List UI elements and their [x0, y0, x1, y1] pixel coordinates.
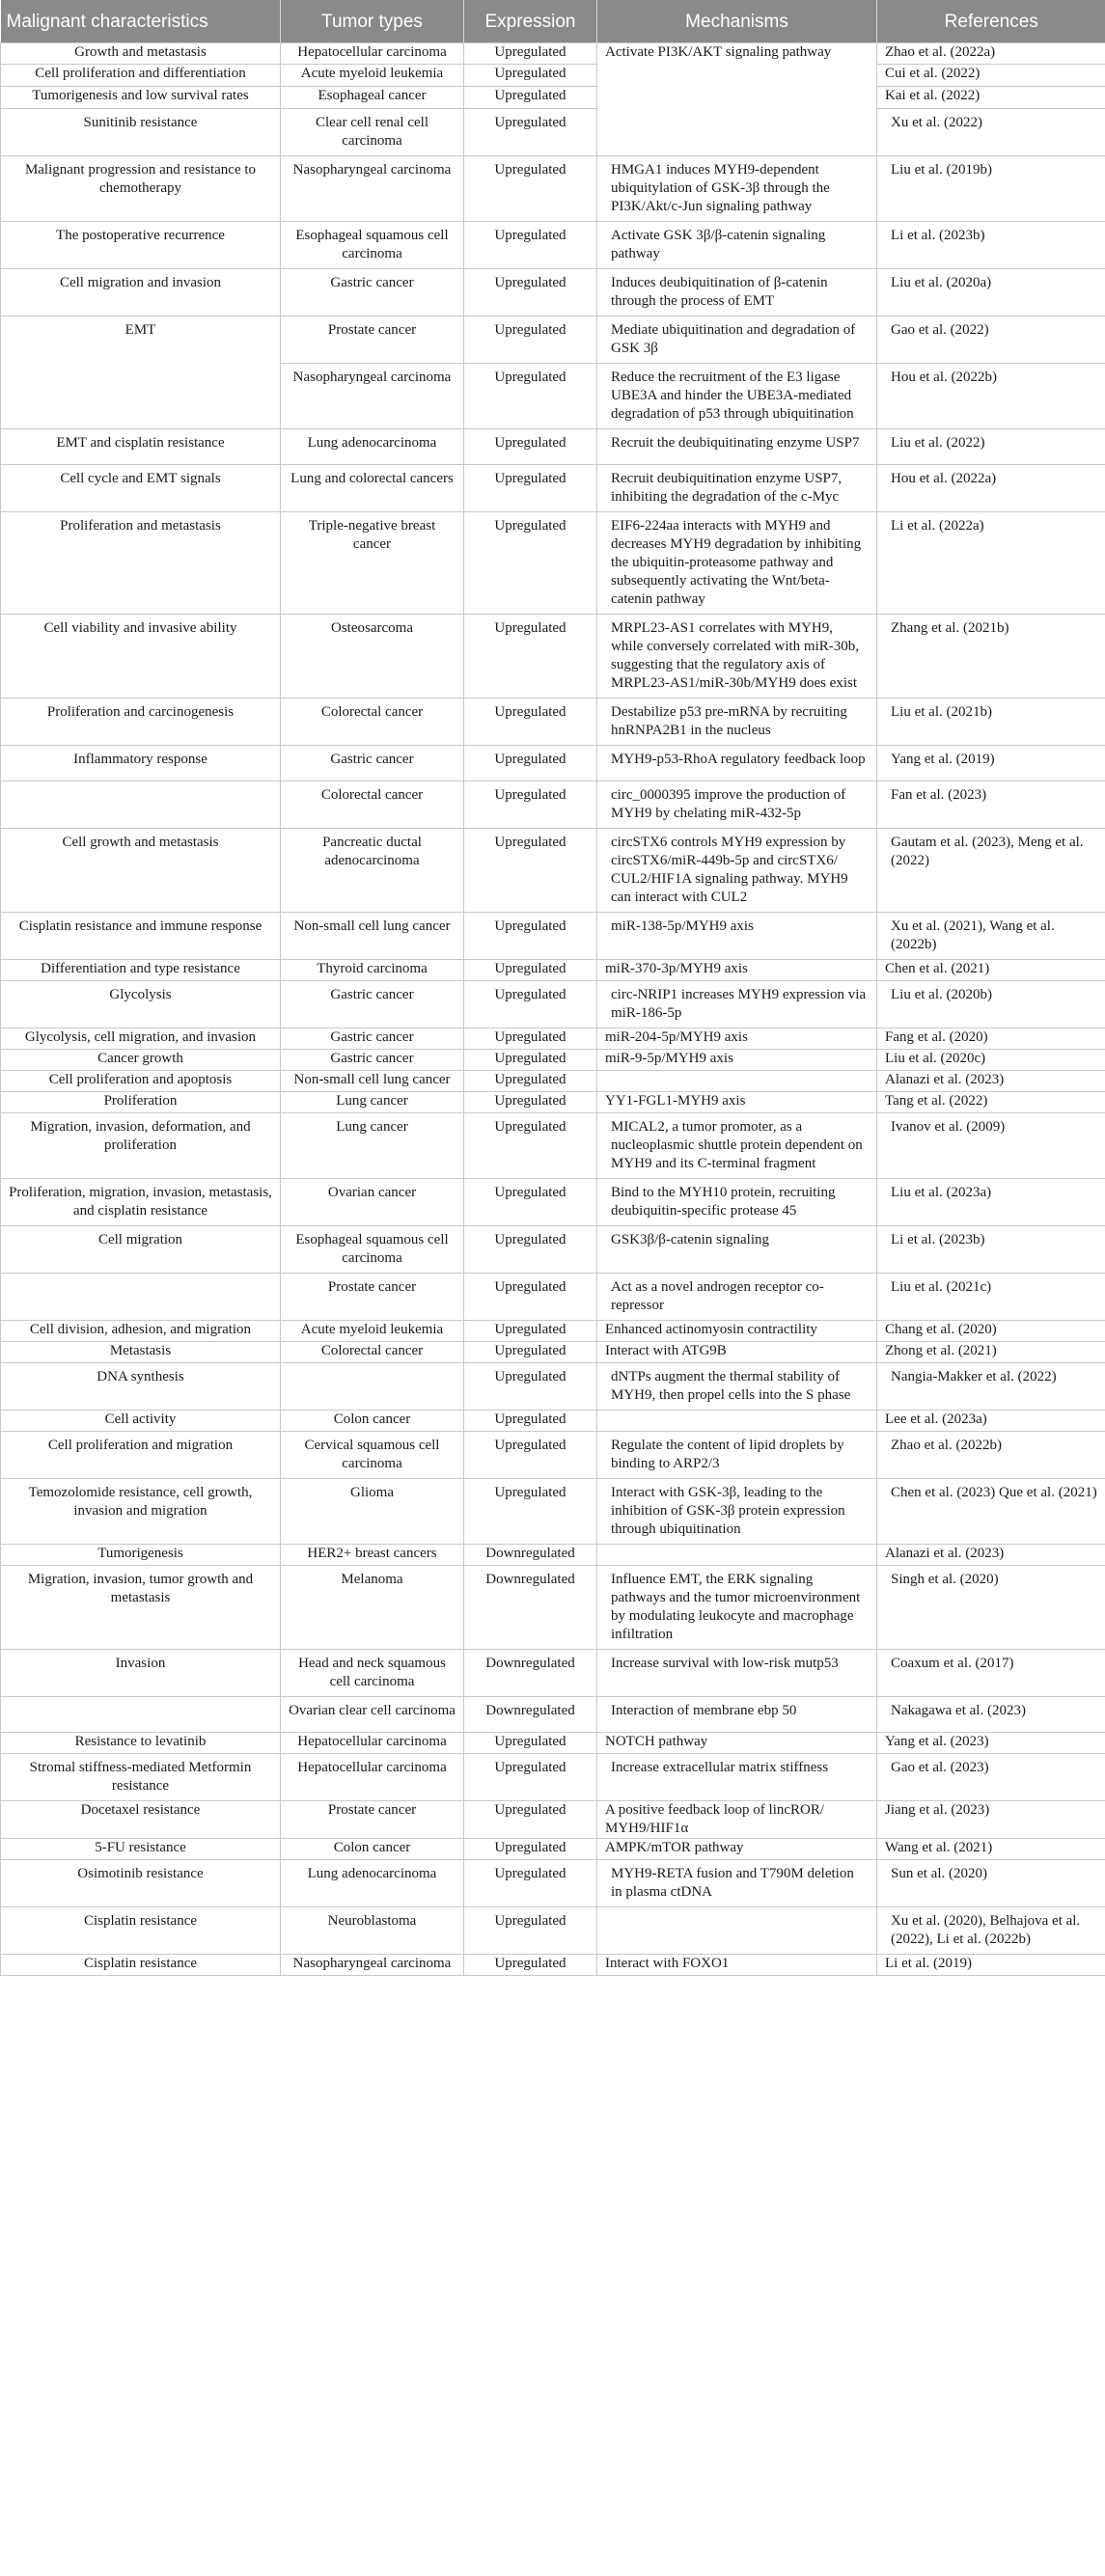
cell-malignant-characteristic: Cell proliferation and apoptosis: [1, 1071, 281, 1092]
cell-mechanism: HMGA1 induces MYH9-dependent ubiquitylation of GSK-3β through the PI3K/Akt/c-Jun signaling pathway: [597, 156, 877, 222]
cell-expression: Upregulated: [464, 1860, 597, 1907]
cell-tumor-type: Cervical squamous cell carcinoma: [281, 1432, 464, 1479]
table-row: [1, 109, 1105, 156]
cell-reference: Alanazi et al. (2023): [877, 1071, 1105, 1092]
table-row: [1, 1050, 1105, 1071]
cell-reference: Alanazi et al. (2023): [877, 1545, 1105, 1566]
cell-reference: Lee et al. (2023a): [877, 1411, 1105, 1432]
cell-malignant-characteristic: Migration, invasion, deformation, and proliferation: [1, 1113, 281, 1179]
cell-mechanism: miR-370-3p/MYH9 axis: [597, 960, 877, 981]
header-row: [1, 0, 1105, 43]
header-mechanisms: Mechanisms: [597, 0, 877, 43]
table-row: [1, 981, 1105, 1028]
cell-expression: Upregulated: [464, 1733, 597, 1754]
table-row: [1, 87, 1105, 109]
table-row: [1, 699, 1105, 746]
cell-tumor-type: HER2+ breast cancers: [281, 1545, 464, 1566]
cell-expression: Upregulated: [464, 65, 597, 87]
cell-tumor-type: Triple-negative breast cancer: [281, 512, 464, 615]
cell-malignant-characteristic: Proliferation and carcinogenesis: [1, 699, 281, 746]
cell-mechanism: Recruit deubiquitination enzyme USP7, inhibiting the degradation of the c-Myc: [597, 465, 877, 512]
cell-mechanism: Interaction of membrane ebp 50: [597, 1697, 877, 1733]
header-tumor-types: Tumor types: [281, 0, 464, 43]
table-row: [1, 829, 1105, 913]
cell-mechanism: Destabilize p53 pre-mRNA by recruiting hnRNPA2B1 in the nucleus: [597, 699, 877, 746]
cell-expression: Upregulated: [464, 316, 597, 364]
cell-mechanism: circ_0000395 improve the production of MYH9 by chelating miR-432-5p: [597, 781, 877, 829]
table-row: [1, 1697, 1105, 1733]
header-malignant-characteristics: Malignant characteristics: [1, 0, 281, 43]
cell-expression: Upregulated: [464, 1321, 597, 1342]
cell-mechanism: Act as a novel androgen receptor co-repressor: [597, 1274, 877, 1321]
cell-tumor-type: Lung and colorectal cancers: [281, 465, 464, 512]
cell-tumor-type: Acute myeloid leukemia: [281, 1321, 464, 1342]
cell-mechanism: miR-9-5p/MYH9 axis: [597, 1050, 877, 1071]
cell-tumor-type: Colon cancer: [281, 1411, 464, 1432]
cell-malignant-characteristic: Cell migration and invasion: [1, 269, 281, 316]
cell-reference: Nangia-Makker et al. (2022): [877, 1363, 1105, 1411]
cell-tumor-type: Gastric cancer: [281, 1050, 464, 1071]
cell-reference: Li et al. (2023b): [877, 222, 1105, 269]
cell-reference: Hou et al. (2022b): [877, 364, 1105, 429]
cell-reference: Zhang et al. (2021b): [877, 615, 1105, 699]
cell-tumor-type: Gastric cancer: [281, 746, 464, 781]
cell-reference: Singh et al. (2020): [877, 1566, 1105, 1650]
cell-expression: Upregulated: [464, 1092, 597, 1113]
cell-mechanism: circ-NRIP1 increases MYH9 expression via miR-186-5p: [597, 981, 877, 1028]
cell-mechanism: GSK3β/β-catenin signaling: [597, 1226, 877, 1274]
cell-reference: Gao et al. (2023): [877, 1754, 1105, 1801]
cell-malignant-characteristic: [1, 781, 281, 829]
cell-mechanism: Influence EMT, the ERK signaling pathways and the tumor microenvironment by modulating leukocyte and macrophage infiltration: [597, 1566, 877, 1650]
cell-mechanism: Regulate the content of lipid droplets by binding to ARP2/3: [597, 1432, 877, 1479]
cell-reference: Xu et al. (2021), Wang et al. (2022b): [877, 913, 1105, 960]
table-row: [1, 43, 1105, 65]
cell-tumor-type: Osteosarcoma: [281, 615, 464, 699]
cell-tumor-type: Prostate cancer: [281, 316, 464, 364]
table-row: [1, 1650, 1105, 1697]
cell-expression: Downregulated: [464, 1697, 597, 1733]
cell-expression: Upregulated: [464, 960, 597, 981]
cell-expression: Upregulated: [464, 1411, 597, 1432]
cell-expression: Downregulated: [464, 1566, 597, 1650]
cell-reference: Coaxum et al. (2017): [877, 1650, 1105, 1697]
cell-mechanism: Reduce the recruitment of the E3 ligase UBE3A and hinder the UBE3A-mediated degradation of p53 through ubiquitination: [597, 364, 877, 429]
cell-reference: Zhao et al. (2022b): [877, 1432, 1105, 1479]
cell-malignant-characteristic: Metastasis: [1, 1342, 281, 1363]
cell-expression: Upregulated: [464, 746, 597, 781]
table-row: [1, 1733, 1105, 1754]
cell-malignant-characteristic: Inflammatory response: [1, 746, 281, 781]
cell-tumor-type: Colon cancer: [281, 1839, 464, 1860]
cell-malignant-characteristic: Proliferation and metastasis: [1, 512, 281, 615]
cell-malignant-characteristic: Resistance to levatinib: [1, 1733, 281, 1754]
cell-tumor-type: Nasopharyngeal carcinoma: [281, 364, 464, 429]
cell-expression: Upregulated: [464, 1801, 597, 1839]
cell-mechanism: AMPK/mTOR pathway: [597, 1839, 877, 1860]
table-row: [1, 1226, 1105, 1274]
table-row: [1, 465, 1105, 512]
cell-tumor-type: Glioma: [281, 1479, 464, 1545]
cell-malignant-characteristic: Cell growth and metastasis: [1, 829, 281, 913]
cell-reference: Liu et al. (2020c): [877, 1050, 1105, 1071]
cell-mechanism: EIF6-224aa interacts with MYH9 and decreases MYH9 degradation by inhibiting the ubiquitin-proteasome pathway and subsequently activating the Wnt/beta-catenin pathway: [597, 512, 877, 615]
table-row: [1, 913, 1105, 960]
cell-tumor-type: Esophageal cancer: [281, 87, 464, 109]
cell-malignant-characteristic: Cell cycle and EMT signals: [1, 465, 281, 512]
cell-reference: Sun et al. (2020): [877, 1860, 1105, 1907]
cell-reference: Chen et al. (2021): [877, 960, 1105, 981]
cell-malignant-characteristic: Cisplatin resistance: [1, 1955, 281, 1976]
cell-mechanism: Induces deubiquitination of β-catenin through the process of EMT: [597, 269, 877, 316]
cell-expression: Upregulated: [464, 1907, 597, 1955]
cell-mechanism: Interact with GSK-3β, leading to the inhibition of GSK-3β protein expression through ubiquitination: [597, 1479, 877, 1545]
cell-expression: Upregulated: [464, 699, 597, 746]
cell-malignant-characteristic: Invasion: [1, 1650, 281, 1697]
cell-expression: Upregulated: [464, 1432, 597, 1479]
cell-mechanism: Activate PI3K/AKT signaling pathway: [597, 43, 877, 156]
table-row: [1, 269, 1105, 316]
cell-reference: Chen et al. (2023) Que et al. (2021): [877, 1479, 1105, 1545]
cell-reference: Kai et al. (2022): [877, 87, 1105, 109]
cell-mechanism: Mediate ubiquitination and degradation of GSK 3β: [597, 316, 877, 364]
cell-mechanism: dNTPs augment the thermal stability of MYH9, then propel cells into the S phase: [597, 1363, 877, 1411]
table-row: [1, 1363, 1105, 1411]
cell-tumor-type: Neuroblastoma: [281, 1907, 464, 1955]
cell-expression: Upregulated: [464, 1071, 597, 1092]
cell-malignant-characteristic: DNA synthesis: [1, 1363, 281, 1411]
cell-malignant-characteristic: Proliferation: [1, 1092, 281, 1113]
cell-tumor-type: Ovarian cancer: [281, 1179, 464, 1226]
table-row: [1, 1179, 1105, 1226]
cell-reference: Li et al. (2019): [877, 1955, 1105, 1976]
cell-malignant-characteristic: Cisplatin resistance and immune response: [1, 913, 281, 960]
cell-mechanism: Interact with ATG9B: [597, 1342, 877, 1363]
table-row: [1, 1092, 1105, 1113]
cell-mechanism: A positive feedback loop of lincROR/ MYH9/HIF1α: [597, 1801, 877, 1839]
table-row: [1, 1907, 1105, 1955]
table-row: [1, 1432, 1105, 1479]
cell-tumor-type: Lung adenocarcinoma: [281, 1860, 464, 1907]
cell-malignant-characteristic: Migration, invasion, tumor growth and metastasis: [1, 1566, 281, 1650]
cell-reference: Zhao et al. (2022a): [877, 43, 1105, 65]
cell-malignant-characteristic: Glycolysis, cell migration, and invasion: [1, 1028, 281, 1050]
cell-reference: Wang et al. (2021): [877, 1839, 1105, 1860]
cell-reference: Yang et al. (2023): [877, 1733, 1105, 1754]
cell-malignant-characteristic: Stromal stiffness-mediated Metformin resistance: [1, 1754, 281, 1801]
cell-malignant-characteristic: EMT and cisplatin resistance: [1, 429, 281, 465]
cell-tumor-type: Lung cancer: [281, 1092, 464, 1113]
cell-tumor-type: Esophageal squamous cell carcinoma: [281, 1226, 464, 1274]
cell-reference: Fan et al. (2023): [877, 781, 1105, 829]
cell-mechanism: circSTX6 controls MYH9 expression by circSTX6/miR-449b-5p and circSTX6/ CUL2/HIF1A signaling pathway. MYH9 can interact with CUL2: [597, 829, 877, 913]
cell-expression: Upregulated: [464, 1274, 597, 1321]
cell-reference: Xu et al. (2022): [877, 109, 1105, 156]
cell-tumor-type: Hepatocellular carcinoma: [281, 1733, 464, 1754]
cell-malignant-characteristic: Cell migration: [1, 1226, 281, 1274]
cell-expression: Upregulated: [464, 1226, 597, 1274]
cell-tumor-type: Clear cell renal cell carcinoma: [281, 109, 464, 156]
cell-malignant-characteristic: 5-FU resistance: [1, 1839, 281, 1860]
cell-tumor-type: Pancreatic ductal adenocarcinoma: [281, 829, 464, 913]
cell-mechanism: Bind to the MYH10 protein, recruiting deubiquitin-specific protease 45: [597, 1179, 877, 1226]
cell-mechanism: [597, 1545, 877, 1566]
cell-expression: Upregulated: [464, 1028, 597, 1050]
cell-reference: Hou et al. (2022a): [877, 465, 1105, 512]
table-row: [1, 429, 1105, 465]
table-row: [1, 746, 1105, 781]
header-references: References: [877, 0, 1105, 43]
cell-malignant-characteristic: Tumorigenesis: [1, 1545, 281, 1566]
header-expression: Expression: [464, 0, 597, 43]
cell-tumor-type: Gastric cancer: [281, 269, 464, 316]
table-row: [1, 1342, 1105, 1363]
cell-malignant-characteristic: Sunitinib resistance: [1, 109, 281, 156]
cell-malignant-characteristic: Cisplatin resistance: [1, 1907, 281, 1955]
cell-mechanism: NOTCH pathway: [597, 1733, 877, 1754]
table-row: [1, 316, 1105, 364]
cell-mechanism: MICAL2, a tumor promoter, as a nucleoplasmic shuttle protein dependent on MYH9 and its C-terminal fragment: [597, 1113, 877, 1179]
table-row: [1, 1028, 1105, 1050]
cell-tumor-type: Non-small cell lung cancer: [281, 913, 464, 960]
table-row: [1, 1955, 1105, 1976]
cell-expression: Downregulated: [464, 1545, 597, 1566]
cell-tumor-type: Colorectal cancer: [281, 781, 464, 829]
cell-reference: Liu et al. (2021c): [877, 1274, 1105, 1321]
cell-expression: Upregulated: [464, 1955, 597, 1976]
table-row: [1, 65, 1105, 87]
cell-malignant-characteristic: [1, 1274, 281, 1321]
cell-expression: Upregulated: [464, 913, 597, 960]
cell-reference: Liu et al. (2021b): [877, 699, 1105, 746]
cell-reference: Zhong et al. (2021): [877, 1342, 1105, 1363]
cell-mechanism: [597, 1411, 877, 1432]
table-row: [1, 1479, 1105, 1545]
cell-tumor-type: Nasopharyngeal carcinoma: [281, 1955, 464, 1976]
cell-mechanism: Increase extracellular matrix stiffness: [597, 1754, 877, 1801]
cell-mechanism: MYH9-RETA fusion and T790M deletion in plasma ctDNA: [597, 1860, 877, 1907]
cell-malignant-characteristic: Cell proliferation and differentiation: [1, 65, 281, 87]
table-row: [1, 512, 1105, 615]
cell-expression: Upregulated: [464, 1363, 597, 1411]
cell-reference: Chang et al. (2020): [877, 1321, 1105, 1342]
cell-expression: Upregulated: [464, 1179, 597, 1226]
cell-reference: Yang et al. (2019): [877, 746, 1105, 781]
cell-tumor-type: Nasopharyngeal carcinoma: [281, 156, 464, 222]
cell-tumor-type: Acute myeloid leukemia: [281, 65, 464, 87]
cell-tumor-type: Colorectal cancer: [281, 699, 464, 746]
table-row: [1, 1545, 1105, 1566]
cell-expression: Upregulated: [464, 429, 597, 465]
cell-reference: Liu et al. (2020a): [877, 269, 1105, 316]
cell-malignant-characteristic: [1, 1697, 281, 1733]
cell-mechanism: MRPL23-AS1 correlates with MYH9, while conversely correlated with miR-30b, suggesting that the regulatory axis of MRPL23-AS1/miR-30b/MYH9 does exist: [597, 615, 877, 699]
cell-tumor-type: Esophageal squamous cell carcinoma: [281, 222, 464, 269]
cell-expression: Upregulated: [464, 43, 597, 65]
cell-expression: Upregulated: [464, 1479, 597, 1545]
cell-mechanism: YY1-FGL1-MYH9 axis: [597, 1092, 877, 1113]
cell-mechanism: Recruit the deubiquitinating enzyme USP7: [597, 429, 877, 465]
cell-reference: Cui et al. (2022): [877, 65, 1105, 87]
cell-malignant-characteristic: The postoperative recurrence: [1, 222, 281, 269]
cell-tumor-type: Prostate cancer: [281, 1274, 464, 1321]
cell-mechanism: Activate GSK 3β/β-catenin signaling pathway: [597, 222, 877, 269]
table-row: [1, 1321, 1105, 1342]
cell-reference: Nakagawa et al. (2023): [877, 1697, 1105, 1733]
cell-reference: Tang et al. (2022): [877, 1092, 1105, 1113]
cell-tumor-type: Gastric cancer: [281, 981, 464, 1028]
cell-mechanism: Increase survival with low-risk mutp53: [597, 1650, 877, 1697]
cell-reference: Xu et al. (2020), Belhajova et al. (2022), Li et al. (2022b): [877, 1907, 1105, 1955]
cell-reference: Liu et al. (2019b): [877, 156, 1105, 222]
cell-malignant-characteristic: Cell activity: [1, 1411, 281, 1432]
cell-malignant-characteristic: Temozolomide resistance, cell growth, invasion and migration: [1, 1479, 281, 1545]
cell-malignant-characteristic: Docetaxel resistance: [1, 1801, 281, 1839]
cell-malignant-characteristic: Cancer growth: [1, 1050, 281, 1071]
cell-reference: Jiang et al. (2023): [877, 1801, 1105, 1839]
cell-tumor-type: Ovarian clear cell carcinoma: [281, 1697, 464, 1733]
cell-mechanism: miR-138-5p/MYH9 axis: [597, 913, 877, 960]
cell-mechanism: Interact with FOXO1: [597, 1955, 877, 1976]
table-row: [1, 781, 1105, 829]
table-row: [1, 1754, 1105, 1801]
cell-malignant-characteristic: Cell proliferation and migration: [1, 1432, 281, 1479]
cell-malignant-characteristic: Cell division, adhesion, and migration: [1, 1321, 281, 1342]
table-row: [1, 1113, 1105, 1179]
cell-malignant-characteristic: Malignant progression and resistance to chemotherapy: [1, 156, 281, 222]
table-row: [1, 156, 1105, 222]
table-row: [1, 1566, 1105, 1650]
cell-expression: Downregulated: [464, 1650, 597, 1697]
cell-mechanism: miR-204-5p/MYH9 axis: [597, 1028, 877, 1050]
cell-malignant-characteristic: Glycolysis: [1, 981, 281, 1028]
cell-malignant-characteristic: EMT: [1, 316, 281, 429]
cell-expression: Upregulated: [464, 156, 597, 222]
cell-expression: Upregulated: [464, 781, 597, 829]
cell-tumor-type: Lung cancer: [281, 1113, 464, 1179]
cell-tumor-type: Hepatocellular carcinoma: [281, 43, 464, 65]
cell-mechanism: [597, 1071, 877, 1092]
cell-mechanism: Enhanced actinomyosin contractility: [597, 1321, 877, 1342]
cell-tumor-type: Head and neck squamous cell carcinoma: [281, 1650, 464, 1697]
cell-expression: Upregulated: [464, 1113, 597, 1179]
cell-tumor-type: Gastric cancer: [281, 1028, 464, 1050]
table-row: [1, 960, 1105, 981]
cell-reference: Li et al. (2023b): [877, 1226, 1105, 1274]
cell-reference: Gao et al. (2022): [877, 316, 1105, 364]
cell-reference: Liu et al. (2020b): [877, 981, 1105, 1028]
cell-malignant-characteristic: Cell viability and invasive ability: [1, 615, 281, 699]
cell-malignant-characteristic: Proliferation, migration, invasion, metastasis, and cisplatin resistance: [1, 1179, 281, 1226]
cell-malignant-characteristic: Differentiation and type resistance: [1, 960, 281, 981]
cell-tumor-type: Prostate cancer: [281, 1801, 464, 1839]
cell-expression: Upregulated: [464, 269, 597, 316]
table-row: [1, 615, 1105, 699]
cell-tumor-type: Thyroid carcinoma: [281, 960, 464, 981]
cell-tumor-type: Melanoma: [281, 1566, 464, 1650]
cell-tumor-type: Colorectal cancer: [281, 1342, 464, 1363]
cell-reference: Liu et al. (2022): [877, 429, 1105, 465]
cell-malignant-characteristic: Growth and metastasis: [1, 43, 281, 65]
cell-tumor-type: Hepatocellular carcinoma: [281, 1754, 464, 1801]
cell-tumor-type: Lung adenocarcinoma: [281, 429, 464, 465]
cell-expression: Upregulated: [464, 109, 597, 156]
cell-expression: Upregulated: [464, 512, 597, 615]
cell-expression: Upregulated: [464, 829, 597, 913]
cell-malignant-characteristic: Osimotinib resistance: [1, 1860, 281, 1907]
table-row: [1, 1274, 1105, 1321]
cell-expression: Upregulated: [464, 1342, 597, 1363]
cell-reference: Liu et al. (2023a): [877, 1179, 1105, 1226]
cell-tumor-type: [281, 1363, 464, 1411]
table-row: [1, 1071, 1105, 1092]
cell-expression: Upregulated: [464, 1050, 597, 1071]
cell-expression: Upregulated: [464, 87, 597, 109]
cell-reference: Ivanov et al. (2009): [877, 1113, 1105, 1179]
cell-expression: Upregulated: [464, 1754, 597, 1801]
table-row: [1, 1860, 1105, 1907]
cell-mechanism: MYH9-p53-RhoA regulatory feedback loop: [597, 746, 877, 781]
table-row: [1, 1839, 1105, 1860]
cell-tumor-type: Non-small cell lung cancer: [281, 1071, 464, 1092]
cell-expression: Upregulated: [464, 364, 597, 429]
table-row: [1, 1801, 1105, 1839]
cell-reference: Gautam et al. (2023), Meng et al. (2022): [877, 829, 1105, 913]
cell-expression: Upregulated: [464, 981, 597, 1028]
cell-expression: Upregulated: [464, 222, 597, 269]
cell-expression: Upregulated: [464, 615, 597, 699]
cell-mechanism: [597, 1907, 877, 1955]
cell-reference: Li et al. (2022a): [877, 512, 1105, 615]
cell-malignant-characteristic: Tumorigenesis and low survival rates: [1, 87, 281, 109]
cell-reference: Fang et al. (2020): [877, 1028, 1105, 1050]
table-row: [1, 1411, 1105, 1432]
cell-expression: Upregulated: [464, 465, 597, 512]
cell-expression: Upregulated: [464, 1839, 597, 1860]
table-row: [1, 222, 1105, 269]
